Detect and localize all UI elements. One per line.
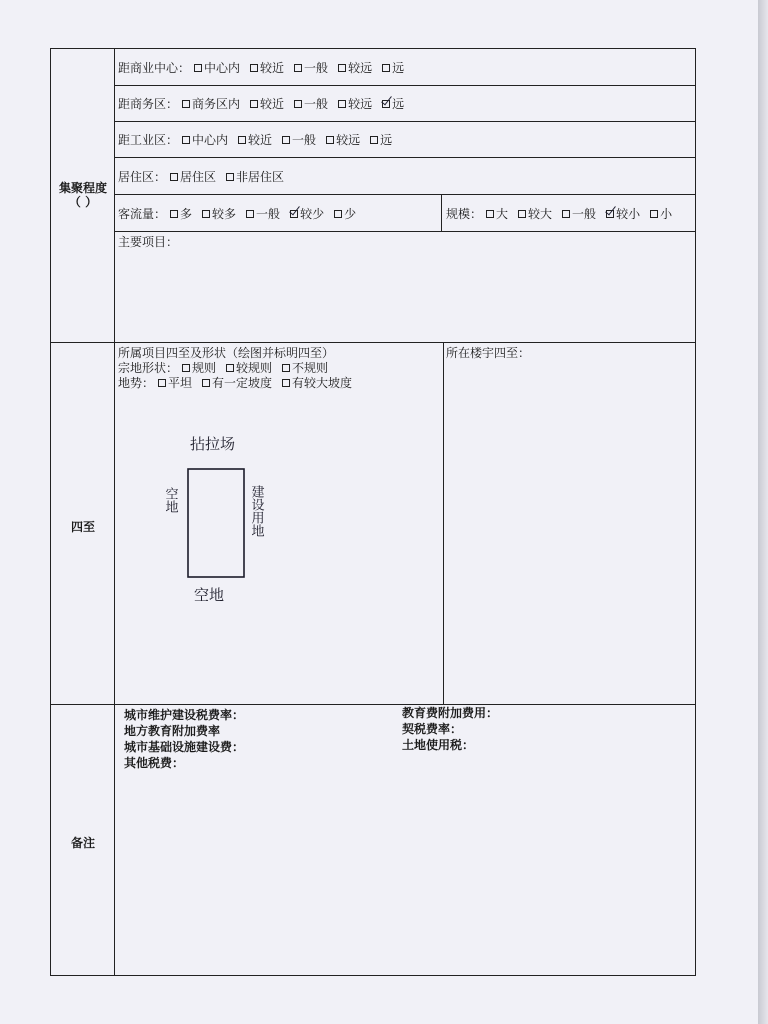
option-4[interactable] — [382, 61, 404, 75]
remarks-label: 备注 — [70, 836, 95, 850]
checkbox[interactable] — [238, 136, 246, 144]
option-2[interactable] — [246, 207, 280, 221]
remarks-left-list — [124, 707, 244, 771]
remark-line: 城市基础设施建设费： — [124, 740, 245, 754]
remark-line: 地方教育附加费率 — [124, 724, 221, 738]
option-0[interactable] — [486, 207, 508, 221]
checkbox[interactable] — [202, 210, 210, 218]
checkbox[interactable] — [182, 100, 190, 108]
option-label: 较小 — [616, 207, 641, 221]
option-1[interactable] — [250, 97, 284, 111]
option-label: 平坦 — [168, 376, 193, 390]
sketch-west-label: 空地 — [162, 487, 178, 513]
checkbox[interactable] — [170, 210, 178, 218]
checkbox[interactable] — [334, 210, 342, 218]
option-label: 较远 — [348, 97, 373, 111]
checkbox[interactable] — [182, 364, 190, 372]
option-2[interactable] — [294, 61, 328, 75]
remark-line: 城市维护建设税费率： — [124, 708, 245, 722]
option-label: 规则 — [192, 361, 217, 375]
option-label: 中心内 — [192, 133, 229, 147]
sketch-parcel-outline — [188, 469, 244, 577]
option-label: 有较大坡度 — [292, 376, 353, 390]
checkbox[interactable] — [290, 210, 298, 218]
option-label: 一般 — [304, 97, 329, 111]
checkbox[interactable] — [338, 64, 346, 72]
row-residential: 居住区： 居住区 非居住区 — [118, 170, 285, 184]
row-business-district: 距商务区： 商务区内 较近 一般 较远 远 — [118, 97, 405, 111]
option-label: 小 — [660, 207, 673, 221]
option-4[interactable] — [370, 133, 392, 147]
checkbox[interactable] — [202, 379, 210, 387]
option-2[interactable] — [294, 97, 328, 111]
checkbox[interactable] — [226, 173, 234, 181]
checkbox[interactable] — [170, 173, 178, 181]
option-2[interactable] — [282, 376, 352, 390]
traffic-scale-divider — [441, 194, 442, 231]
checkbox[interactable] — [294, 100, 302, 108]
option-label: 较规则 — [236, 361, 273, 375]
checkbox[interactable] — [382, 100, 390, 108]
option-1[interactable] — [250, 61, 284, 75]
checkbox[interactable] — [282, 379, 290, 387]
checkbox[interactable] — [194, 64, 202, 72]
boundaries-divider — [443, 342, 444, 704]
option-3[interactable] — [338, 97, 372, 111]
option-3[interactable] — [290, 207, 324, 221]
checkbox[interactable] — [370, 136, 378, 144]
option-label: 远 — [392, 61, 405, 75]
option-label: 较大 — [528, 207, 553, 221]
checkbox[interactable] — [282, 364, 290, 372]
checkbox[interactable] — [338, 100, 346, 108]
option-0[interactable] — [182, 97, 240, 111]
option-label: 非居住区 — [236, 170, 285, 184]
row-line — [114, 121, 696, 122]
checkbox[interactable] — [650, 210, 658, 218]
row-business-center: 距商业中心： 中心内 较近 一般 较远 远 — [118, 61, 405, 75]
sketch-east-label: 建设用地 — [248, 485, 264, 537]
option-label: 少 — [344, 207, 357, 221]
remark-line: 教育费附加费用： — [402, 706, 499, 720]
option-4[interactable] — [382, 97, 404, 111]
sketch-north-label: 拈拉场 — [190, 435, 236, 453]
option-2[interactable] — [562, 207, 596, 221]
option-1[interactable] — [202, 376, 272, 390]
option-1[interactable] — [238, 133, 272, 147]
option-2[interactable] — [282, 133, 316, 147]
option-3[interactable] — [338, 61, 372, 75]
checkbox[interactable] — [486, 210, 494, 218]
option-2[interactable] — [282, 361, 328, 375]
checkbox[interactable] — [158, 379, 166, 387]
checkbox[interactable] — [182, 136, 190, 144]
sketch-south-label: 空地 — [194, 586, 225, 604]
option-label: 远 — [380, 133, 393, 147]
option-label: 多 — [180, 207, 193, 221]
option-1[interactable] — [202, 207, 236, 221]
checkbox[interactable] — [246, 210, 254, 218]
terrain-row: 地势： 平坦 有一定坡度 有较大坡度 — [118, 376, 353, 390]
option-label: 一般 — [292, 133, 317, 147]
option-0[interactable] — [170, 170, 216, 184]
shape-row: 宗地形状： 规则 较规则 不规则 — [118, 361, 329, 375]
row-line — [114, 157, 696, 158]
option-label: 不规则 — [292, 361, 329, 375]
section-divider-2 — [50, 704, 696, 705]
checkbox[interactable] — [250, 64, 258, 72]
checkbox[interactable] — [250, 100, 258, 108]
option-label: 一般 — [256, 207, 281, 221]
option-label: 较近 — [248, 133, 273, 147]
option-label: 商务区内 — [192, 97, 241, 111]
main-items-label: 主要项目： — [118, 235, 179, 249]
page-edge-shadow — [758, 0, 768, 1024]
option-label: 中心内 — [204, 61, 241, 75]
option-label: 较少 — [300, 207, 325, 221]
checkbox[interactable] — [606, 210, 614, 218]
row-industrial-zone: 距工业区： 中心内 较近 一般 较远 远 — [118, 133, 393, 147]
remark-line: 契税费率： — [402, 722, 463, 736]
option-label: 一般 — [304, 61, 329, 75]
checkbox[interactable] — [282, 136, 290, 144]
boundaries-left-title: 所属项目四至及形状（绘图并标明四至） — [118, 346, 335, 360]
option-label: 大 — [496, 207, 509, 221]
building-boundaries-title: 所在楼宇四至： — [446, 346, 531, 360]
concentration-label: 集聚程度 （ ） — [58, 181, 107, 209]
checkbox[interactable] — [294, 64, 302, 72]
option-label: 一般 — [572, 207, 597, 221]
option-1[interactable] — [226, 361, 272, 375]
option-label: 较远 — [348, 61, 373, 75]
option-0[interactable] — [182, 361, 216, 375]
option-label: 较近 — [260, 61, 285, 75]
checkbox[interactable] — [518, 210, 526, 218]
option-0[interactable] — [158, 376, 192, 390]
row-line — [114, 194, 696, 195]
remark-line: 土地使用税： — [402, 738, 475, 752]
boundaries-label: 四至 — [70, 520, 95, 534]
option-label: 有一定坡度 — [212, 376, 273, 390]
option-0[interactable] — [170, 207, 192, 221]
row-scale: 规模： 大 较大 一般 较小 小 — [446, 207, 673, 221]
option-3[interactable] — [606, 207, 640, 221]
option-label: 远 — [392, 97, 405, 111]
checkbox[interactable] — [382, 64, 390, 72]
option-label: 居住区 — [180, 170, 217, 184]
option-4[interactable] — [650, 207, 672, 221]
option-label: 较近 — [260, 97, 285, 111]
section-divider-1 — [50, 342, 696, 343]
remarks-right-list — [402, 705, 498, 753]
option-0[interactable] — [182, 133, 228, 147]
option-1[interactable] — [226, 170, 284, 184]
option-3[interactable] — [326, 133, 360, 147]
option-4[interactable] — [334, 207, 356, 221]
option-label: 较远 — [336, 133, 361, 147]
row-line — [114, 85, 696, 86]
option-0[interactable] — [194, 61, 240, 75]
option-label: 较多 — [212, 207, 237, 221]
option-1[interactable] — [518, 207, 552, 221]
site-sketch — [150, 425, 290, 610]
row-line — [114, 231, 696, 232]
checkbox[interactable] — [326, 136, 334, 144]
checkbox[interactable] — [562, 210, 570, 218]
label-column-divider — [114, 48, 115, 976]
row-traffic: 客流量： 多 较多 一般 较少 少 — [118, 207, 357, 221]
form-table — [50, 48, 696, 976]
checkbox[interactable] — [226, 364, 234, 372]
remark-line: 其他税费： — [124, 756, 185, 770]
